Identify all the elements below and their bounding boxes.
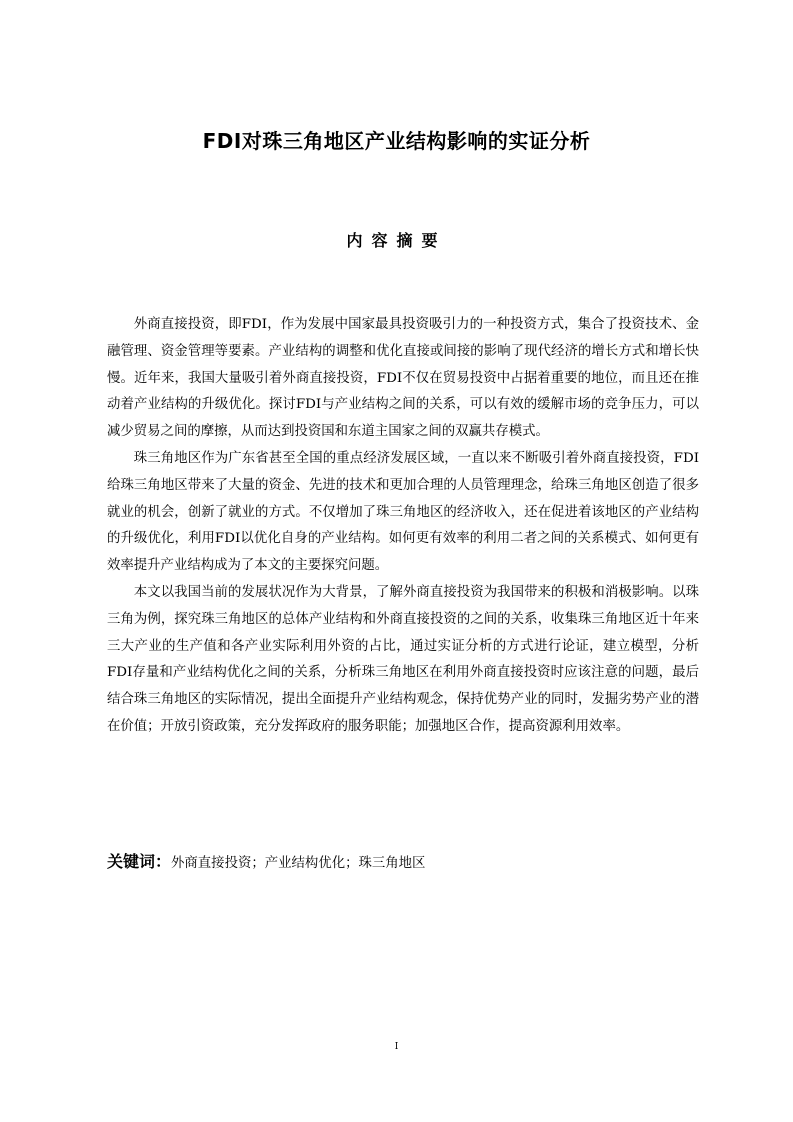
page-number: I	[394, 1042, 399, 1052]
paper-title: FDI对珠三角地区产业结构影响的实证分析	[202, 129, 591, 153]
abstract-heading: 内容摘要	[346, 231, 447, 250]
keywords-text: 外商直接投资；产业结构优化；珠三角地区	[171, 856, 426, 871]
keywords-label: 关键词：	[107, 852, 172, 871]
abstract-body	[107, 312, 699, 741]
abstract-paragraph-2: 珠三角地区作为广东省甚至全国的重点经济发展区域，一直以来不断吸引着外商直接投资，FDI给珠三角地区带来了大量的资金、先进的技术和更加合理的人员管理理念，给珠三角地区创造了很多就业的机会，创新了就业的方式。不仅增加了珠三角地区的经济收入，还在促进着该地区的产业结构的升级优化，利用FDI以优化自身的产业结构。如何更有效率的利用二者之间的关系模式、如何更有效率提升产业结构成为了本文的主要探究问题。	[107, 450, 699, 574]
abstract-paragraph-1: 外商直接投资，即FDI，作为发展中国家最具投资吸引力的一种投资方式，集合了投资技术、金融管理、资金管理等要素。产业结构的调整和优化直接或间接的影响了现代经济的增长方式和增长快慢。近年来，我国大量吸引着外商直接投资，FDI不仅在贸易投资中占据着重要的地位，而且还在推动着产业结构的升级优化。探讨FDI与产业结构之间的关系，可以有效的缓解市场的竞争压力，可以减少贸易之间的摩擦，从而达到投资国和东道主国家之间的双赢共存模式。	[107, 317, 699, 440]
keywords-line	[107, 848, 699, 878]
abstract-paragraph-3: 本文以我国当前的发展状况作为大背景，了解外商直接投资为我国带来的积极和消极影响。以珠三角为例，探究珠三角地区的总体产业结构和外商直接投资的之间的关系，收集珠三角地区近十年来三大产业的生产值和各产业实际利用外资的占比，通过实证分析的方式进行论证，建立模型，分析FDI存量和产业结构优化之间的关系，分析珠三角地区在利用外商直接投资时应该注意的问题，最后结合珠三角地区的实际情况，提出全面提升产业结构观念，保持优势产业的同时，发掘劣势产业的潜在价值；开放引资政策，充分发挥政府的服务职能；加强地区合作，提高资源利用效率。	[107, 584, 699, 734]
